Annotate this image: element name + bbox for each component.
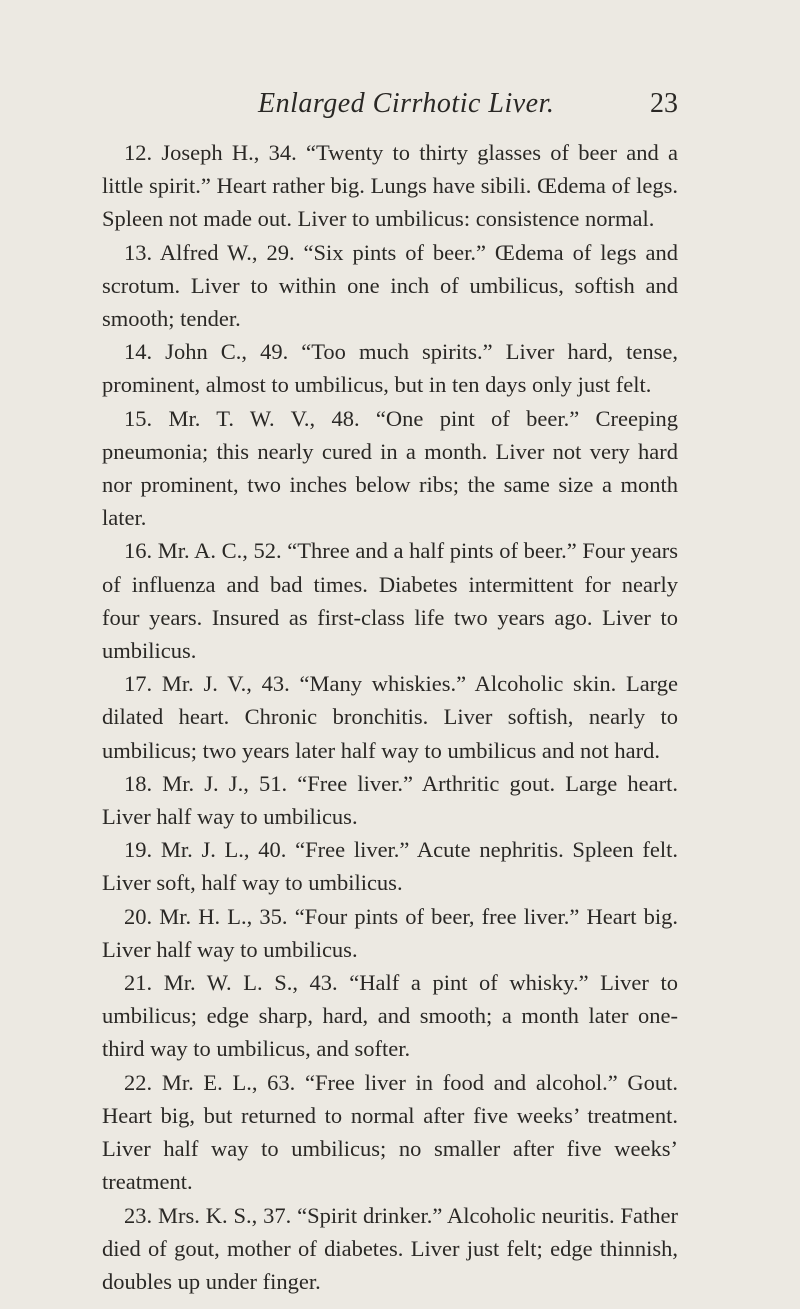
case-list xyxy=(102,136,678,1298)
case-entry-20: 20. Mr. H. L., 35. “Four pints of beer, free liver.” Heart big. Liver half way to umbilicus. xyxy=(102,903,678,962)
case-entry-13: 13. Alfred W., 29. “Six pints of beer.” Œdema of legs and scrotum. Liver to within one inch of umbilicus, softish and smooth; tender. xyxy=(102,239,678,332)
running-title: Enlarged Cirrhotic Liver. xyxy=(258,88,555,119)
case-entry-14: 14. John C., 49. “Too much spirits.” Liver hard, tense, prominent, almost to umbilicus, but in ten days only just felt. xyxy=(102,339,678,398)
case-entry-23: 23. Mrs. K. S., 37. “Spirit drinker.” Alcoholic neuritis. Father died of gout, mother of diabetes. Liver just felt; edge thinnish, doubles up under finger. xyxy=(102,1202,678,1294)
case-entry-18: 18. Mr. J. J., 51. “Free liver.” Arthritic gout. Large heart. Liver half way to umbilicus. xyxy=(102,770,678,830)
case-entry-22: 22. Mr. E. L., 63. “Free liver in food and alcohol.” Gout. Heart big, but returned to normal after five weeks’ treatment. Liver half way to umbilicus; no smaller after five weeks’ treatment. xyxy=(102,1069,678,1195)
page-header xyxy=(258,88,678,128)
case-entry-17: 17. Mr. J. V., 43. “Many whiskies.” Alcoholic skin. Large dilated heart. Chronic bronchitis. Liver softish, nearly to umbilicus; two years later half way to umbilicus and not hard. xyxy=(102,671,678,763)
case-entry-16: 16. Mr. A. C., 52. “Three and a half pints of beer.” Four years of influenza and bad times. Diabetes intermittent for nearly four years. Insured as first-class life two years ago. Liver to umbilicus. xyxy=(102,538,678,664)
case-entry-21: 21. Mr. W. L. S., 43. “Half a pint of whisky.” Liver to umbilicus; edge sharp, hard, and smooth; a month later one-third way to umbilicus, and softer. xyxy=(102,970,678,1062)
case-entry-12: 12. Joseph H., 34. “Twenty to thirty glasses of beer and a little spirit.” Heart rather big. Lungs have sibili. Œdema of legs. Spleen not made out. Liver to umbilicus: consistence normal. xyxy=(102,140,678,232)
case-entry-19: 19. Mr. J. L., 40. “Free liver.” Acute nephritis. Spleen felt. Liver soft, half way to umbilicus. xyxy=(102,837,678,896)
page-number: 23 xyxy=(650,88,678,119)
case-entry-15: 15. Mr. T. W. V., 48. “One pint of beer.” Creeping pneumonia; this nearly cured in a month. Liver not very hard nor prominent, two inches below ribs; the same size a month later. xyxy=(102,405,678,531)
